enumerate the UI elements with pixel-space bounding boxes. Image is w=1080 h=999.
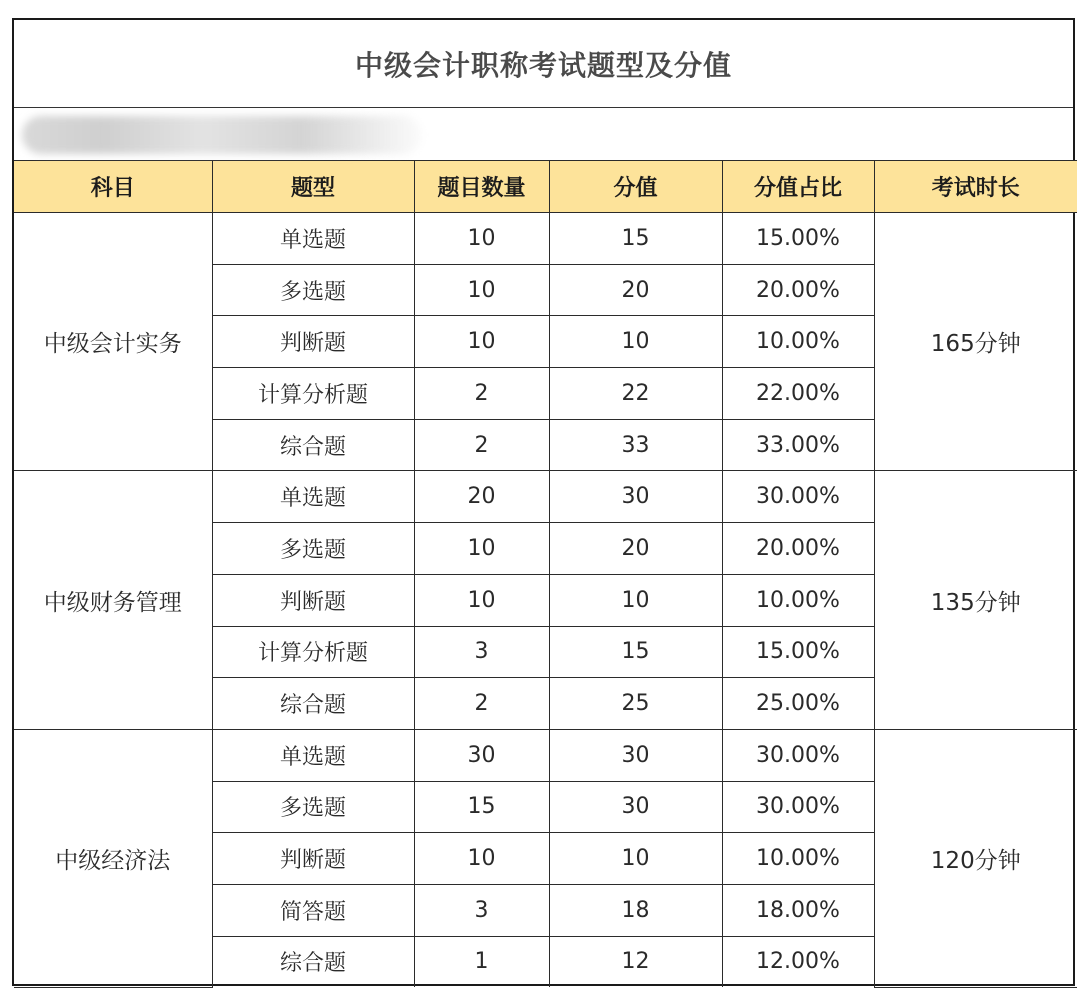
question-type-cell: 判断题 — [212, 574, 414, 626]
subject-cell: 中级财务管理 — [14, 471, 212, 729]
question-count-cell: 2 — [414, 368, 549, 420]
duration-cell: 165分钟 — [874, 213, 1077, 471]
score-cell: 15 — [549, 213, 722, 265]
question-count-cell: 30 — [414, 729, 549, 781]
score-cell: 15 — [549, 626, 722, 678]
exam-table — [14, 160, 1077, 988]
question-type-cell: 多选题 — [212, 523, 414, 575]
score-cell: 30 — [549, 781, 722, 833]
header-exam-duration: 考试时长 — [874, 161, 1077, 213]
score-cell: 10 — [549, 833, 722, 885]
score-ratio-cell: 12.00% — [722, 936, 874, 987]
question-type-cell: 计算分析题 — [212, 368, 414, 420]
question-type-cell: 单选题 — [212, 729, 414, 781]
score-cell: 20 — [549, 523, 722, 575]
score-cell: 10 — [549, 316, 722, 368]
score-ratio-cell: 20.00% — [722, 264, 874, 316]
score-cell: 18 — [549, 884, 722, 936]
question-type-cell: 判断题 — [212, 833, 414, 885]
question-type-cell: 简答题 — [212, 884, 414, 936]
score-ratio-cell: 30.00% — [722, 471, 874, 523]
question-type-cell: 综合题 — [212, 419, 414, 471]
score-ratio-cell: 10.00% — [722, 833, 874, 885]
question-count-cell: 2 — [414, 678, 549, 730]
score-ratio-cell: 25.00% — [722, 678, 874, 730]
question-count-cell: 10 — [414, 523, 549, 575]
header-subject: 科目 — [14, 161, 212, 213]
score-cell: 30 — [549, 729, 722, 781]
table-row — [14, 729, 1077, 781]
question-count-cell: 3 — [414, 884, 549, 936]
blurred-watermark-row — [14, 108, 1073, 160]
duration-cell: 135分钟 — [874, 471, 1077, 729]
score-ratio-cell: 18.00% — [722, 884, 874, 936]
header-question-count: 题目数量 — [414, 161, 549, 213]
subject-cell: 中级会计实务 — [14, 213, 212, 471]
question-count-cell: 15 — [414, 781, 549, 833]
score-cell: 30 — [549, 471, 722, 523]
table-row — [14, 471, 1077, 523]
score-cell: 20 — [549, 264, 722, 316]
question-type-cell: 判断题 — [212, 316, 414, 368]
question-count-cell: 20 — [414, 471, 549, 523]
score-ratio-cell: 10.00% — [722, 574, 874, 626]
question-count-cell: 10 — [414, 213, 549, 265]
question-count-cell: 1 — [414, 936, 549, 987]
header-score: 分值 — [549, 161, 722, 213]
score-cell: 12 — [549, 936, 722, 987]
question-count-cell: 10 — [414, 833, 549, 885]
header-row — [14, 161, 1077, 213]
question-type-cell: 计算分析题 — [212, 626, 414, 678]
score-ratio-cell: 22.00% — [722, 368, 874, 420]
header-question-type: 题型 — [212, 161, 414, 213]
title-row — [14, 20, 1073, 108]
score-ratio-cell: 10.00% — [722, 316, 874, 368]
question-count-cell: 3 — [414, 626, 549, 678]
blurred-region — [22, 116, 422, 154]
score-ratio-cell: 33.00% — [722, 419, 874, 471]
exam-table-sheet — [12, 18, 1075, 986]
table-row — [14, 213, 1077, 265]
score-ratio-cell: 15.00% — [722, 626, 874, 678]
page-title: 中级会计职称考试题型及分值 — [354, 48, 732, 82]
question-type-cell: 单选题 — [212, 471, 414, 523]
score-cell: 25 — [549, 678, 722, 730]
question-count-cell: 10 — [414, 264, 549, 316]
score-ratio-cell: 15.00% — [722, 213, 874, 265]
question-type-cell: 综合题 — [212, 936, 414, 987]
score-ratio-cell: 20.00% — [722, 523, 874, 575]
header-score-ratio: 分值占比 — [722, 161, 874, 213]
question-type-cell: 单选题 — [212, 213, 414, 265]
question-type-cell: 多选题 — [212, 781, 414, 833]
score-cell: 22 — [549, 368, 722, 420]
question-type-cell: 多选题 — [212, 264, 414, 316]
score-cell: 10 — [549, 574, 722, 626]
question-count-cell: 10 — [414, 574, 549, 626]
subject-cell: 中级经济法 — [14, 729, 212, 987]
question-type-cell: 综合题 — [212, 678, 414, 730]
duration-cell: 120分钟 — [874, 729, 1077, 987]
score-ratio-cell: 30.00% — [722, 729, 874, 781]
question-count-cell: 2 — [414, 419, 549, 471]
question-count-cell: 10 — [414, 316, 549, 368]
score-ratio-cell: 30.00% — [722, 781, 874, 833]
score-cell: 33 — [549, 419, 722, 471]
